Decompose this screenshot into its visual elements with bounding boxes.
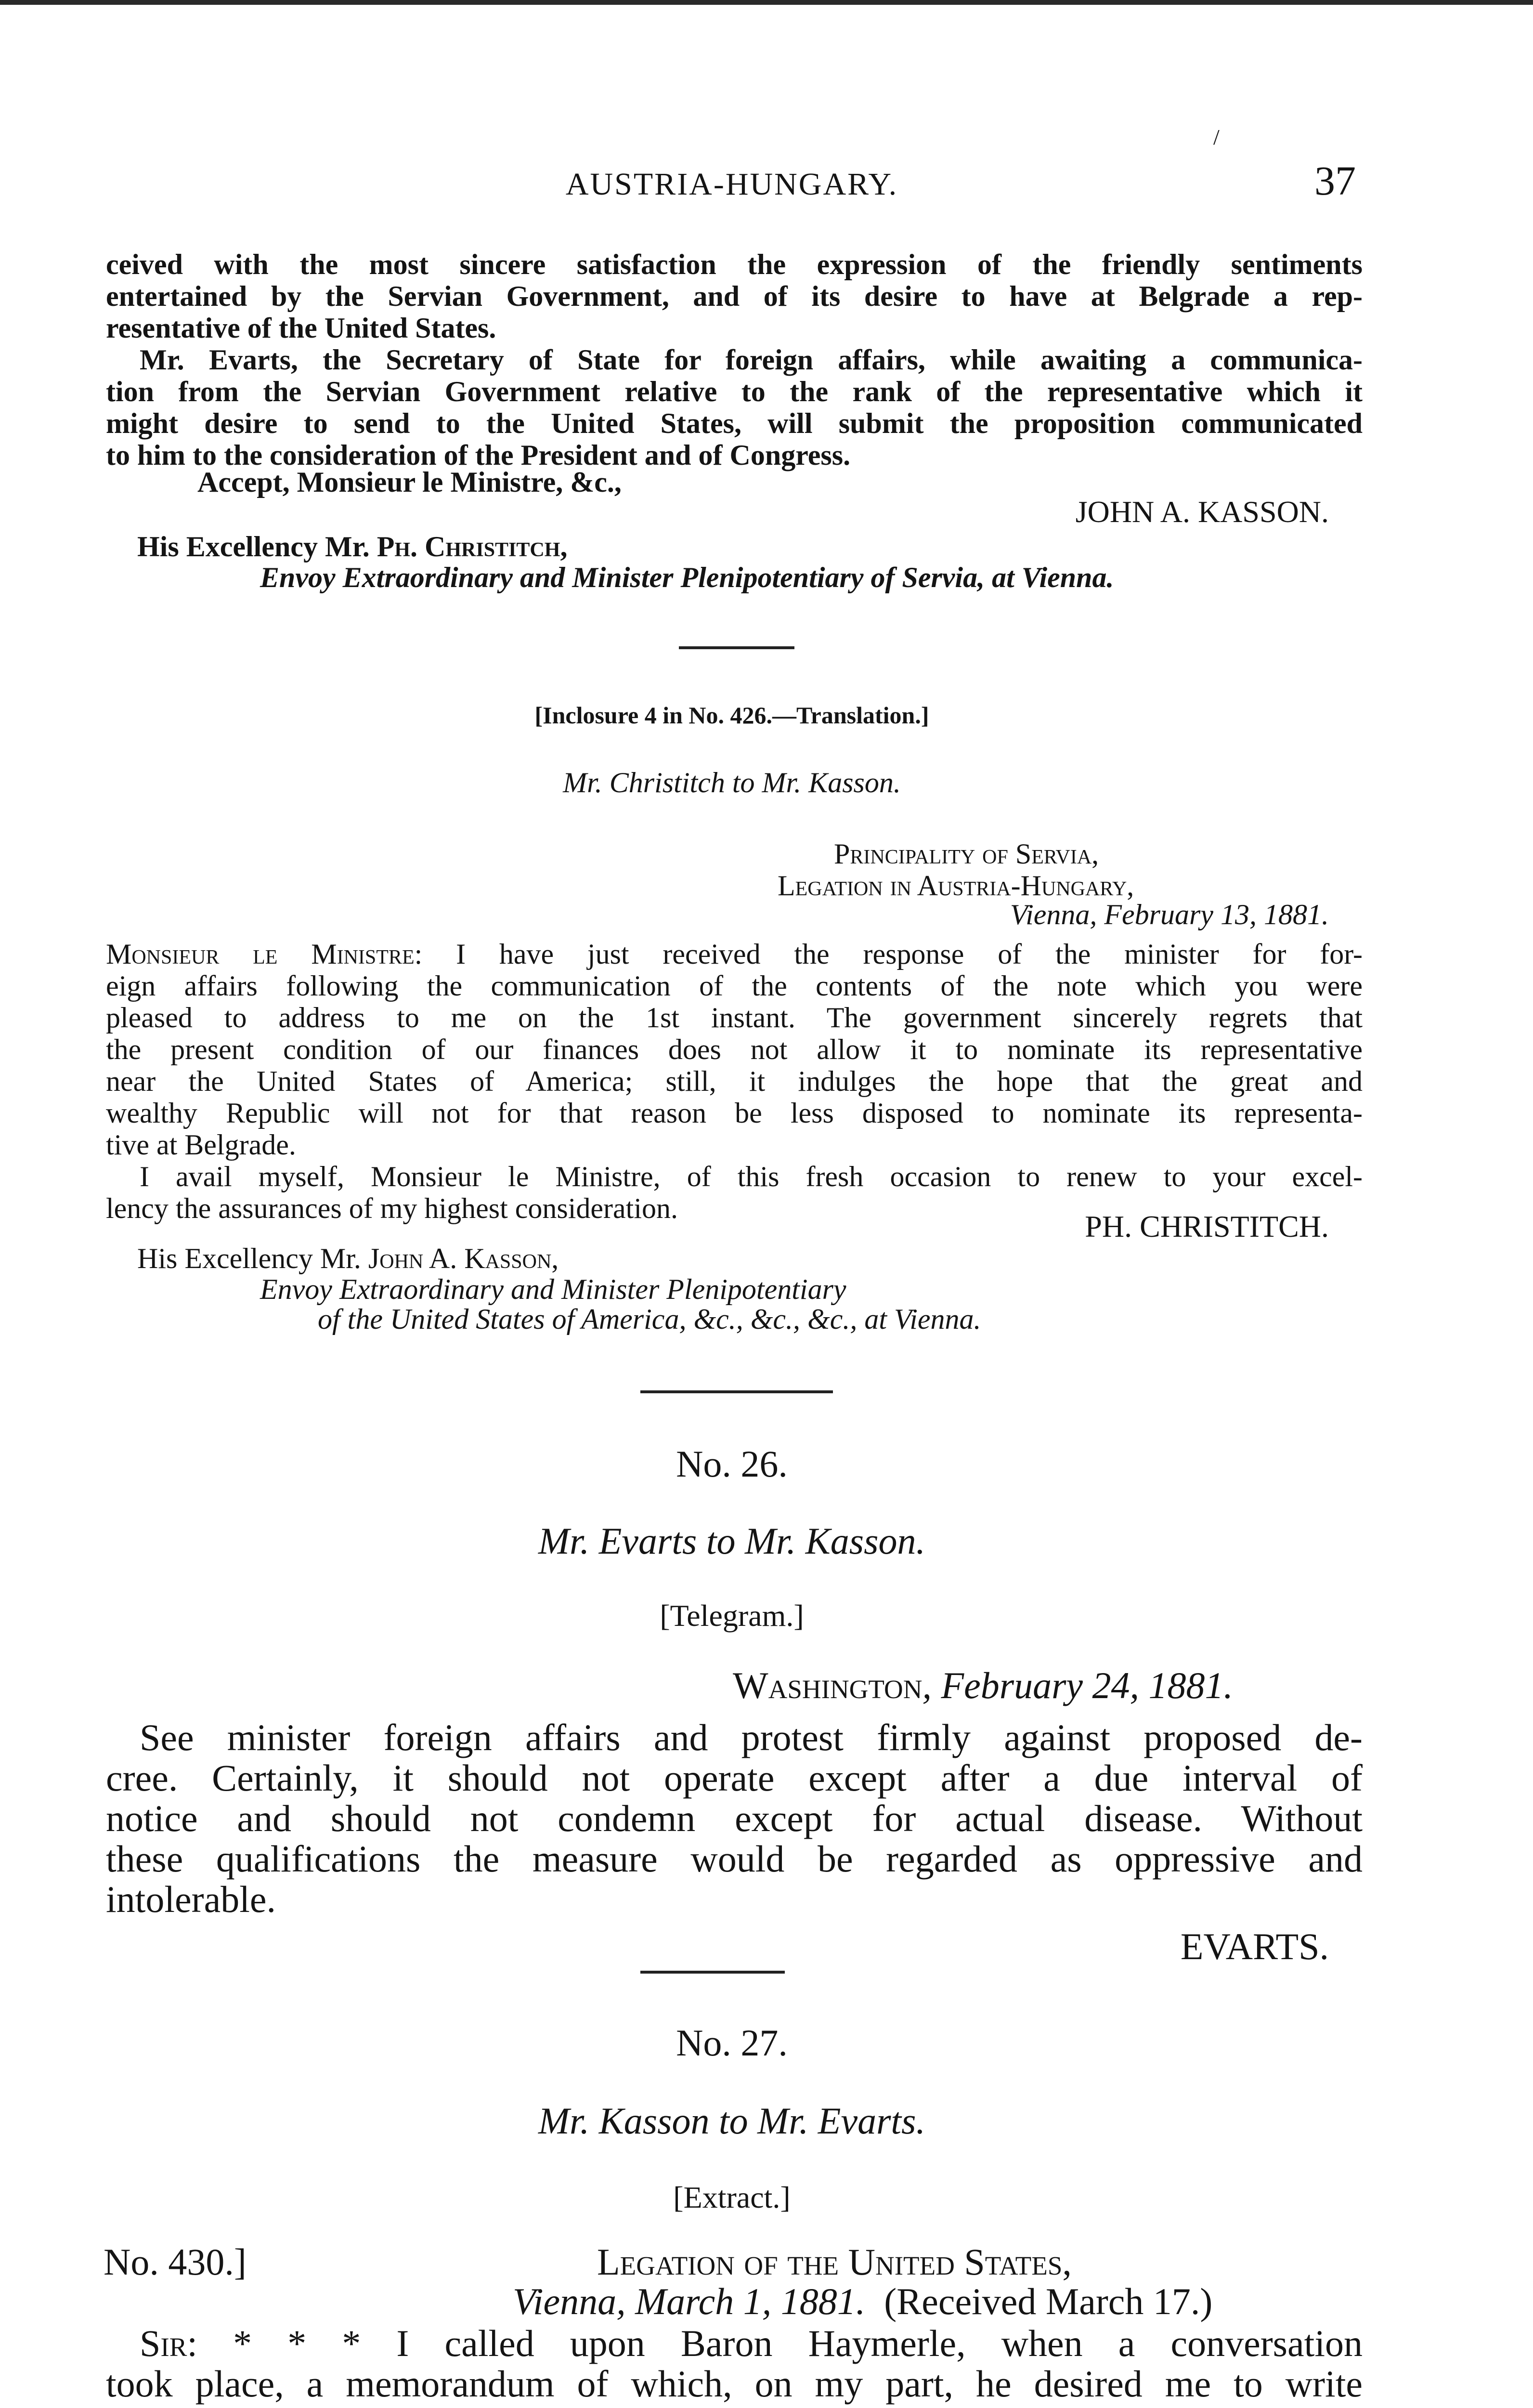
closing-line: Accept, Monsieur le Ministre, &c., [197, 466, 622, 498]
inclosure-date: Vienna, February 13, 1881. [1010, 899, 1329, 930]
text-line: tive at Belgrade. [106, 1129, 296, 1161]
text-line: lency the assurances of my highest consideration. [106, 1192, 678, 1224]
stray-mark: / [1213, 125, 1220, 149]
text-line: Mr. Evarts, the Secretary of State for foreign affairs, while awaiting a communica- [140, 344, 1363, 376]
signature-evarts: EVARTS. [1180, 1925, 1329, 1967]
inclosure-title: Mr. Christitch to Mr. Kasson. [563, 767, 901, 798]
text-line: these qualifications the measure would be regarded as oppressive and [106, 1838, 1363, 1880]
top-border [0, 0, 1533, 5]
text-line: notice and should not condemn except for actual disease. Without [106, 1797, 1363, 1839]
text-line: intolerable. [106, 1878, 276, 1920]
addressee-title-2: of the United States of America, &c., &c., &c., at Vienna. [318, 1303, 981, 1335]
text-line: eign affairs following the communication of the contents of the note which you were [106, 970, 1363, 1002]
text-line: took place, a memorandum of which, on my part, he desired me to write [106, 2363, 1363, 2405]
place: Washington [733, 1664, 922, 1706]
no27-title: Mr. Kasson to Mr. Evarts. [538, 2100, 925, 2142]
text-line: might desire to send to the United States, will submit the proposition communicated [106, 407, 1363, 439]
signature-kasson: JOHN A. KASSON. [1075, 495, 1329, 529]
running-title: AUSTRIA-HUNGARY. [565, 167, 898, 202]
section-divider [679, 646, 794, 649]
addressee-line [137, 1243, 559, 1274]
text-line: to him to the consideration of the President and of Congress. [106, 439, 851, 471]
text-line: near the United States of America; still, it indulges the hope that the great and [106, 1065, 1363, 1097]
no26-number: No. 26. [676, 1443, 788, 1485]
text-line: entertained by the Servian Government, and of its desire to have at Belgrade a rep- [106, 280, 1363, 312]
date: Vienna, March 1, 1881. [513, 2280, 866, 2322]
text-line: See minister foreign affairs and protest firmly against proposed de- [140, 1716, 1363, 1758]
addressee-suffix: , [551, 1243, 559, 1274]
no27-dateline [513, 2281, 1212, 2322]
place-line-2: Legation in Austria-Hungary, [778, 870, 1134, 902]
text-line: I avail myself, Monsieur le Ministre, of this fresh occasion to renew to your excel- [140, 1161, 1363, 1192]
signature-christitch: PH. CHRISTITCH. [1085, 1209, 1329, 1243]
text-line: resentative of the United States. [106, 312, 496, 344]
date: , February 24, 1881. [922, 1664, 1234, 1706]
addressee-prefix: His Excellency Mr. [137, 531, 377, 563]
no26-dateline [733, 1665, 1233, 1706]
text-line: tion from the Servian Government relative to the rank of the representative which it [106, 376, 1363, 407]
section-divider [640, 1971, 785, 1974]
salutation: Monsieur le Ministre [106, 938, 415, 970]
addressee-prefix: His Excellency Mr. [137, 1243, 368, 1274]
addressee-line [137, 531, 567, 563]
addressee-name: John A. Kasson [368, 1243, 552, 1274]
no26-body [106, 1717, 1363, 1920]
addressee-name: Ph. Christitch [377, 531, 560, 563]
text-line: pleased to address to me on the 1st instant. The government sincerely regrets that [106, 1002, 1363, 1034]
dispatch-number: No. 430.] [104, 2241, 247, 2283]
text-line: cree. Certainly, it should not operate except after a due interval of [106, 1757, 1363, 1799]
no26-title: Mr. Evarts to Mr. Kasson. [538, 1520, 925, 1562]
page-number: 37 [1314, 157, 1356, 204]
place-line-1: Principality of Servia, [834, 838, 1099, 870]
text-line: wealthy Republic will not for that reason be less disposed to nominate its representa- [106, 1097, 1363, 1129]
inclosure-label: [Inclosure 4 in No. 426.—Translation.] [534, 702, 929, 729]
addressee-title-1: Envoy Extraordinary and Minister Plenipotentiary [260, 1273, 846, 1305]
no27-number: No. 27. [676, 2022, 788, 2064]
text-line: the present condition of our finances does not allow it to nominate its representative [106, 1034, 1363, 1065]
inclosure-body [106, 938, 1363, 1224]
no27-kind: [Extract.] [673, 2180, 791, 2214]
no27-place-line: Legation of the United States, [597, 2241, 1072, 2283]
no26-kind: [Telegram.] [660, 1598, 804, 1633]
no27-body [106, 2323, 1363, 2404]
addressee-suffix: , [560, 531, 568, 563]
addressee-title: Envoy Extraordinary and Minister Plenipotentiary of Servia, at Vienna. [260, 562, 1114, 593]
text-line: Sir: * * * I called upon Baron Haymerle, when a conversation [140, 2322, 1363, 2364]
received-date: (Received March 17.) [884, 2280, 1213, 2322]
text-line: ceived with the most sincere satisfaction the expression of the friendly sentiments [106, 249, 1363, 280]
text-line: Monsieur le Ministre: I have just received the response of the minister for for- [106, 938, 1363, 970]
section-divider [640, 1390, 833, 1393]
kasson-letter-body [106, 249, 1363, 471]
salutation: Sir [140, 2322, 187, 2364]
